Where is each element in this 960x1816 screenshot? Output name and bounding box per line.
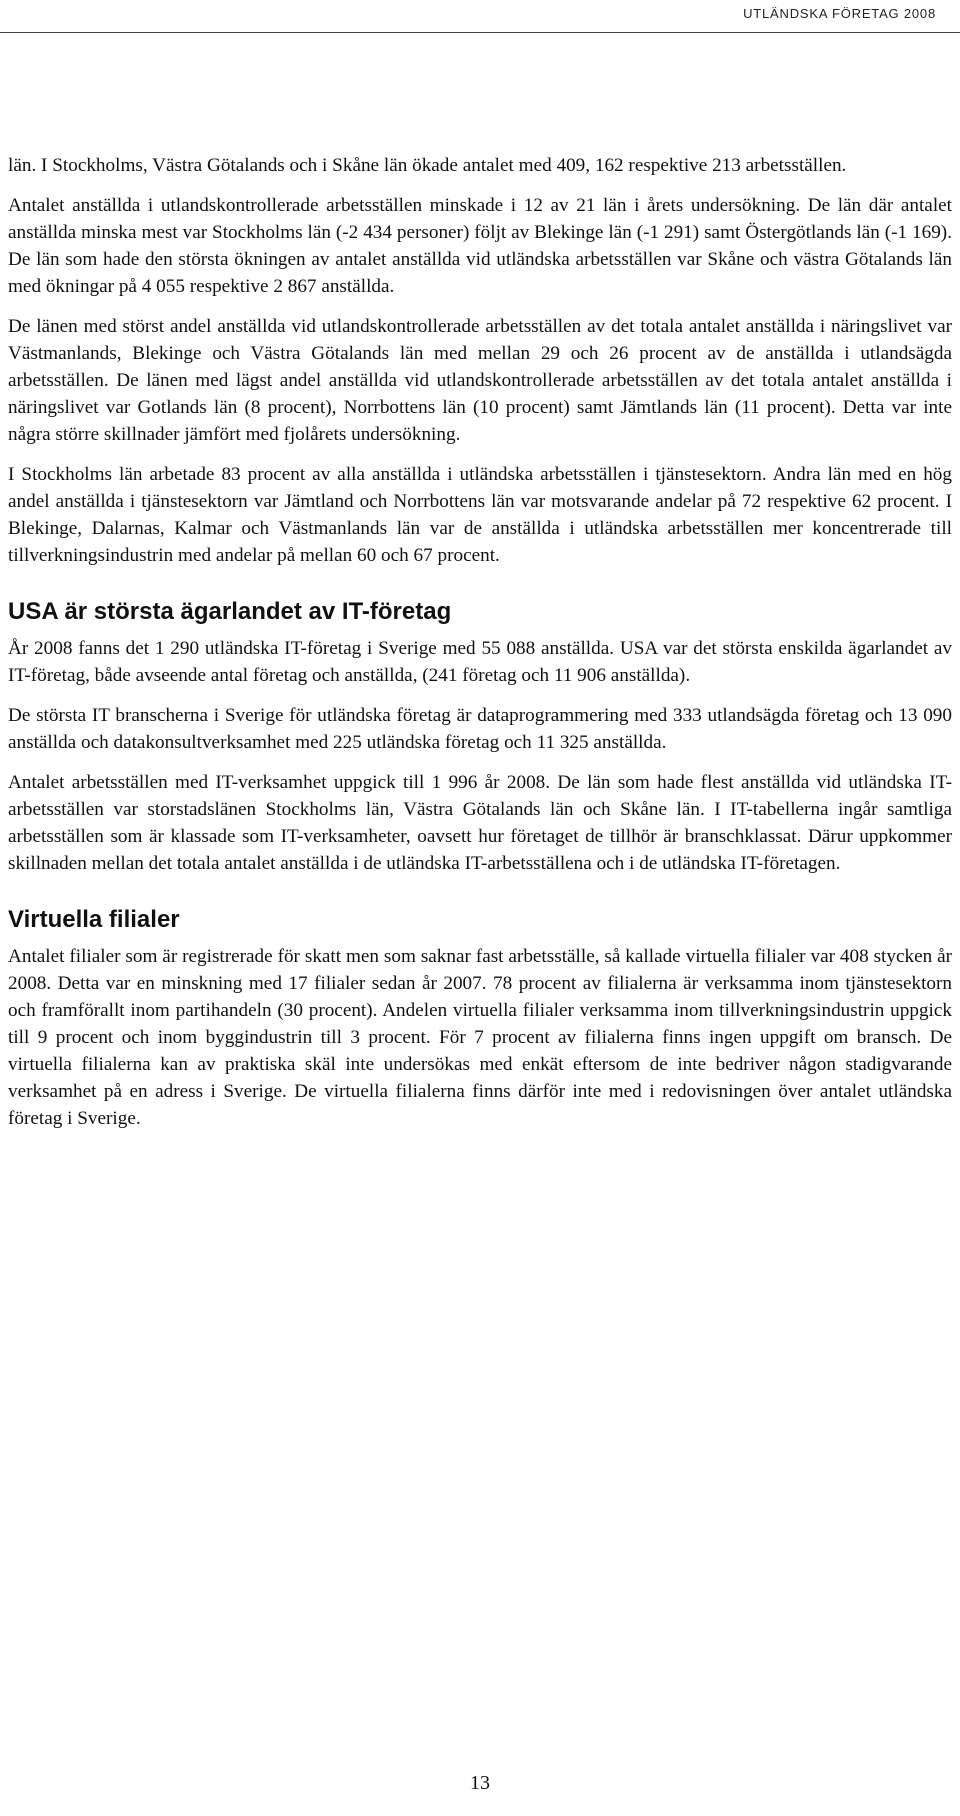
section-heading-virtual: Virtuella filialer — [8, 906, 180, 933]
body-paragraph: Antalet anställda i utlandskontrollerade arbetsställen minskade i 12 av 21 län i årets undersökning. De län där antalet anställda minska mest var Stockholms län (-2 434 personer) följt av Blekinge län (-1 291) samt Östergötlands län (-1 169). De län som hade den största ökningen av antalet anställda vid utländska arbetsställen var Skåne och västra Götalands län med ökningar på 4 055 respektive 2 867 anställda. — [8, 195, 952, 297]
section-heading-it: USA är största ägarlandet av IT-företag — [8, 598, 452, 625]
body-paragraph: År 2008 fanns det 1 290 utländska IT-företag i Sverige med 55 088 anställda. USA var det största enskilda ägarlandet av IT-företag, både avseende antal företag och anställda, (241 företag och 11 906 anställda). — [8, 638, 952, 686]
page-content — [8, 152, 952, 1145]
body-paragraph: Antalet filialer som är registrerade för skatt men som saknar fast arbetsställe, så kallade virtuella filialer var 408 stycken år 2008. Detta var en minskning med 17 filialer sedan år 2007. 78 procent av filialerna är verksamma inom tjänstesektorn och framförallt inom partihandeln (30 procent). Andelen virtuella filialer verksamma inom tillverkningsindustrin uppgick till 9 procent och inom byggindustrin till 3 procent. För 7 procent av filialerna finns ingen uppgift om bransch. De virtuella filialerna kan av praktiska skäl inte undersökas med enkät eftersom de inte bedriver någon stadigvarande verksamhet på en adress i Sverige. De virtuella filialerna finns därför inte med i redovisningen över antalet utländska företag i Sverige. — [8, 946, 952, 1129]
body-paragraph: I Stockholms län arbetade 83 procent av alla anställda i utländska arbetsställen i tjänstesektorn. Andra län med en hög andel anställda i tjänstesektorn var Jämtland och Norrbottens län var motsvarande andelar på 72 respektive 62 procent. I Blekinge, Dalarnas, Kalmar och Västmanlands län var de anställda i utländska arbetsställen mer koncentrerade till tillverkningsindustrin med andelar på mellan 60 och 67 procent. — [8, 464, 952, 566]
page-number: 13 — [470, 1772, 490, 1794]
running-header: UTLÄNDSKA FÖRETAG 2008 — [743, 6, 936, 21]
body-paragraph: De länen med störst andel anställda vid utlandskontrollerade arbetsställen av det totala antalet anställda i näringslivet var Västmanlands, Blekinge och Västra Götalands län med mellan 29 och 26 procent av de anställda i utlandsägda arbetsställen. De länen med lägst andel anställda vid utlandskontrollerade arbetsställen av det totala antalet anställda i näringslivet var Gotlands län (8 procent), Norrbottens län (10 procent) samt Jämtlands län (11 procent). Detta var inte några större skillnader jämfört med fjolårets undersökning. — [8, 316, 952, 445]
header-rule — [0, 32, 960, 33]
body-paragraph: Antalet arbetsställen med IT-verksamhet uppgick till 1 996 år 2008. De län som hade flest anställda vid utländska IT-arbetsställen var storstadslänen Stockholms län, Västra Götalands län och Skåne län. I IT-tabellerna ingår samtliga arbetsställen som är klassade som IT-verksamheter, oavsett hur företaget de tillhör är branschklassat. Därur uppkommer skillnaden mellan det totala antalet anställda i de utländska IT-arbetsställena och i de utländska IT-företagen. — [8, 772, 952, 874]
body-paragraph: De största IT branscherna i Sverige för utländska företag är dataprogrammering med 333 utlandsägda företag och 13 090 anställda och datakonsultverksamhet med 225 utländska företag och 11 325 anställda. — [8, 705, 952, 753]
body-paragraph: län. I Stockholms, Västra Götalands och i Skåne län ökade antalet med 409, 162 respektive 213 arbetsställen. — [8, 155, 847, 176]
